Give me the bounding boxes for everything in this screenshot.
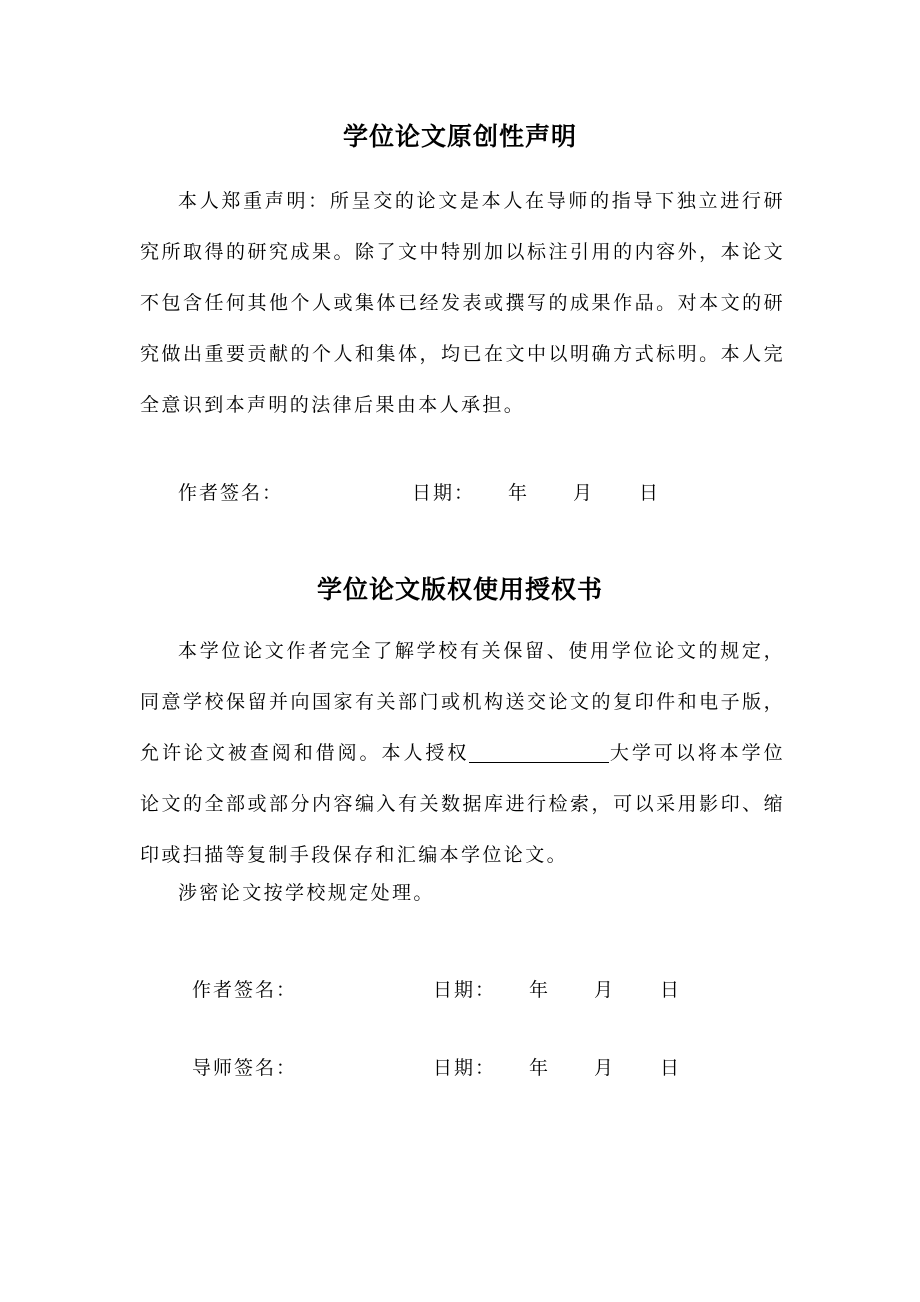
year-label: 年 [529, 979, 551, 1001]
year-label: 年 [529, 1057, 551, 1079]
date-label: 日期： [433, 979, 497, 1001]
originality-title: 学位论文原创性声明 [342, 122, 577, 151]
day-label: 日 [660, 1057, 682, 1079]
copyright-body-part1: 本学位论文作者完全了解学校有关保留、使用学位论文的规定，同意学校保留并向国家有关部门或机构送交论文的复印件和电子版，允许论文被查阅和借阅。本人授权 [140, 640, 785, 764]
author-signature-label: 作者签名： [178, 482, 284, 504]
university-name-blank[interactable] [469, 740, 609, 763]
copyright-advisor-signature-row [192, 1053, 712, 1083]
copyright-body [140, 626, 785, 881]
author-signature-label: 作者签名： [192, 979, 298, 1001]
copyright-title: 学位论文版权使用授权书 [316, 575, 603, 604]
copyright-author-signature-row [192, 975, 712, 1005]
day-label: 日 [639, 482, 661, 504]
copyright-body-part2: 大学可以将本学位论文的全部或部分内容编入有关数据库进行检索，可以采用影印、缩印或扫描等复制手段保存和汇编本学位论文。 [140, 742, 785, 866]
classified-note: 涉密论文按学校规定处理。 [178, 882, 435, 904]
month-label: 月 [594, 979, 616, 1001]
year-label: 年 [508, 482, 530, 504]
originality-body: 本人郑重声明：所呈交的论文是本人在导师的指导下独立进行研究所取得的研究成果。除了文中特别加以标注引用的内容外，本论文不包含任何其他个人或集体已经发表或撰写的成果作品。对本文的研究做出重要贡献的个人和集体，均已在文中以明确方式标明。本人完全意识到本声明的法律后果由本人承担。 [140, 190, 785, 416]
originality-signature-row [178, 478, 698, 508]
month-label: 月 [573, 482, 595, 504]
day-label: 日 [660, 979, 682, 1001]
date-label: 日期： [412, 482, 476, 504]
month-label: 月 [594, 1057, 616, 1079]
date-label: 日期： [433, 1057, 497, 1079]
advisor-signature-label: 导师签名： [192, 1057, 298, 1079]
